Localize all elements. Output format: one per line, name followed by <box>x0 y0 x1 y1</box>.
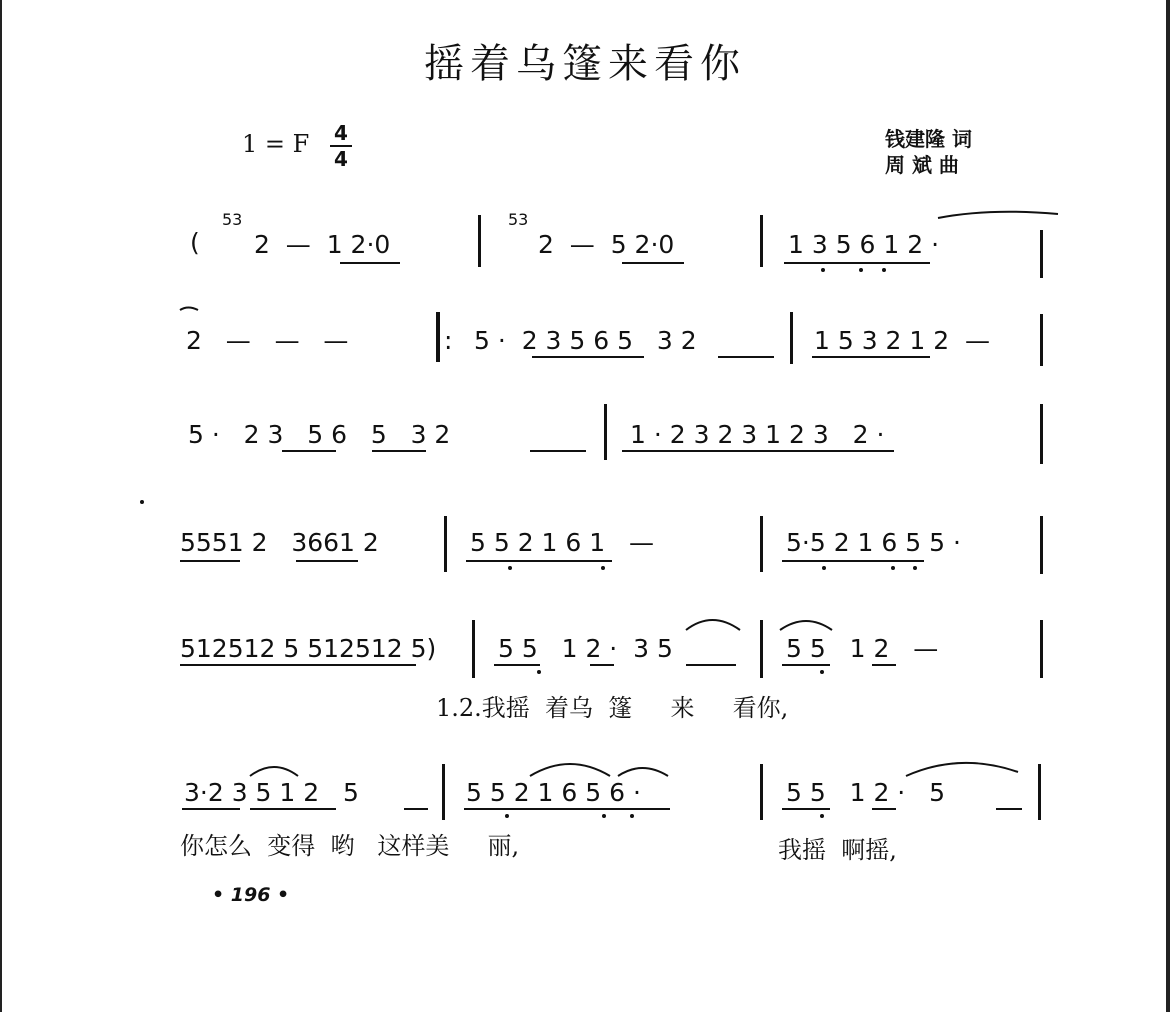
lyrics-line-1: 1.2.我摇 着乌 篷 来 看你, <box>436 694 789 722</box>
measure-notes: 2 — 5 2·0 <box>538 230 675 259</box>
measure-notes: 5 · 2 3 5 6 5 3 2 <box>188 420 451 449</box>
lyrics-line-2-end: 我摇 啊摇, <box>778 836 897 864</box>
key-signature: 1 = F <box>242 130 310 158</box>
measure-notes: 1 · 2 3 2 3 1 2 3 2 · <box>630 420 885 449</box>
grace-note: 53 <box>508 210 529 229</box>
measure-notes: 5 5 1 2 · 5 <box>786 778 945 807</box>
measure-notes: 3·2 3 5 1 2 5 <box>184 778 359 807</box>
slur-arc <box>530 764 610 776</box>
song-title: 摇着乌篷来看你 <box>424 41 746 87</box>
measure-notes: 1 5 3 2 1 2 — <box>814 326 991 355</box>
stray-dot <box>140 500 144 504</box>
slur-arc <box>906 763 1018 776</box>
time-sig-bottom: 4 <box>334 147 348 171</box>
measure-notes: 5 5 2 1 6 5 6 · <box>466 778 641 807</box>
repeat-sign: : <box>444 326 453 355</box>
slur-arc <box>780 621 832 630</box>
measure-notes: 5·5 2 1 6 5 5 · <box>786 528 961 557</box>
lyricist: 钱建隆 词 <box>885 127 972 151</box>
measure-notes: 2 — 1 2·0 <box>254 230 391 259</box>
open-paren: ( <box>190 228 200 257</box>
slur-arc <box>618 768 668 776</box>
measure-notes: 5 · 2 3 5 6 5 3 2 <box>474 326 697 355</box>
grace-note: 53 <box>222 210 243 229</box>
time-sig-top: 4 <box>334 121 348 145</box>
tie-arc <box>180 308 198 311</box>
page-number: • 196 • <box>212 884 290 906</box>
measure-notes: 2 — — — <box>186 326 349 355</box>
composer: 周 斌 曲 <box>885 153 959 177</box>
slur-arc <box>250 767 298 776</box>
lyrics-line-2: 你怎么 变得 哟 这样美 丽, <box>180 832 520 860</box>
measure-notes: 512512 5 512512 5) <box>180 634 437 663</box>
measure-notes: 5 5 2 1 6 1 — <box>470 528 655 557</box>
slur-arc <box>686 620 740 630</box>
tie-arc <box>938 212 1058 218</box>
measure-notes: 5 5 1 2 — <box>786 634 939 663</box>
measure-notes: 5551 2 3661 2 <box>180 528 379 557</box>
measure-notes: 1 3 5 6 1 2 · <box>788 230 940 259</box>
measure-notes: 5 5 1 2 · 3 5 <box>498 634 673 663</box>
